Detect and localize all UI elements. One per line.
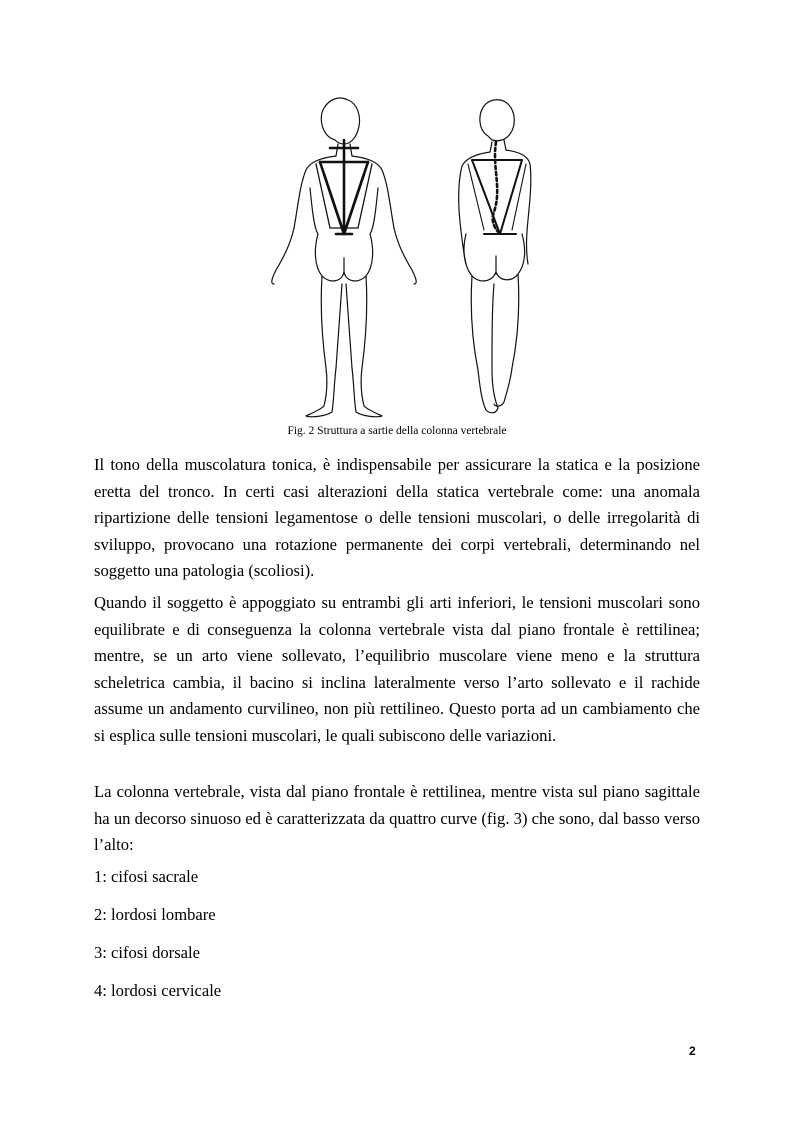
figure-caption: Fig. 2 Struttura a sartie della colonna vertebrale: [287, 425, 507, 437]
paragraph-3: La colonna vertebrale, vista dal piano frontale è rettilinea, mentre vista sul piano sagittale ha un decorso sinuoso ed è caratterizzata da quattro curve (fig. 3) che sono, dal basso verso l’alto:: [94, 782, 700, 855]
figure-illustration: [240, 88, 560, 428]
page-number: 2: [689, 1044, 696, 1058]
paragraph-1: Il tono della muscolatura tonica, è indispensabile per assicurare la statica e la posizione eretta del tronco. In certi casi alterazioni della statica vertebrale come: una anomala ripartizione delle tensioni legamentose o delle tensioni muscolari, o delle irregolarità di sviluppo, provocano una rotazione permanente dei corpi vertebrali, determinando nel soggetto una patologia (scoliosi).: [94, 455, 700, 581]
list-item: 1: cifosi sacrale: [94, 867, 199, 886]
right-figure: [459, 100, 531, 413]
list-item: 4: lordosi cervicale: [94, 981, 222, 1000]
list-item: 3: cifosi dorsale: [94, 943, 200, 962]
list-item: 2: lordosi lombare: [94, 905, 216, 924]
paragraph-2: Quando il soggetto è appoggiato su entrambi gli arti inferiori, le tensioni muscolari sono equilibrate e di conseguenza la colonna vertebrale vista dal piano frontale è rettilinea; mentre, se un arto viene sollevato, l’equilibrio muscolare viene meno e la struttura scheletrica cambia, il bacino si inclina lateralmente verso l’arto sollevato e il rachide assume un andamento curvilineo, non più rettilineo. Questo porta ad un cambiamento che si esplica sulle tensioni muscolari, le quali subiscono delle variazioni.: [94, 593, 700, 745]
left-figure: [272, 98, 416, 417]
sartie-diagram: [240, 88, 560, 428]
